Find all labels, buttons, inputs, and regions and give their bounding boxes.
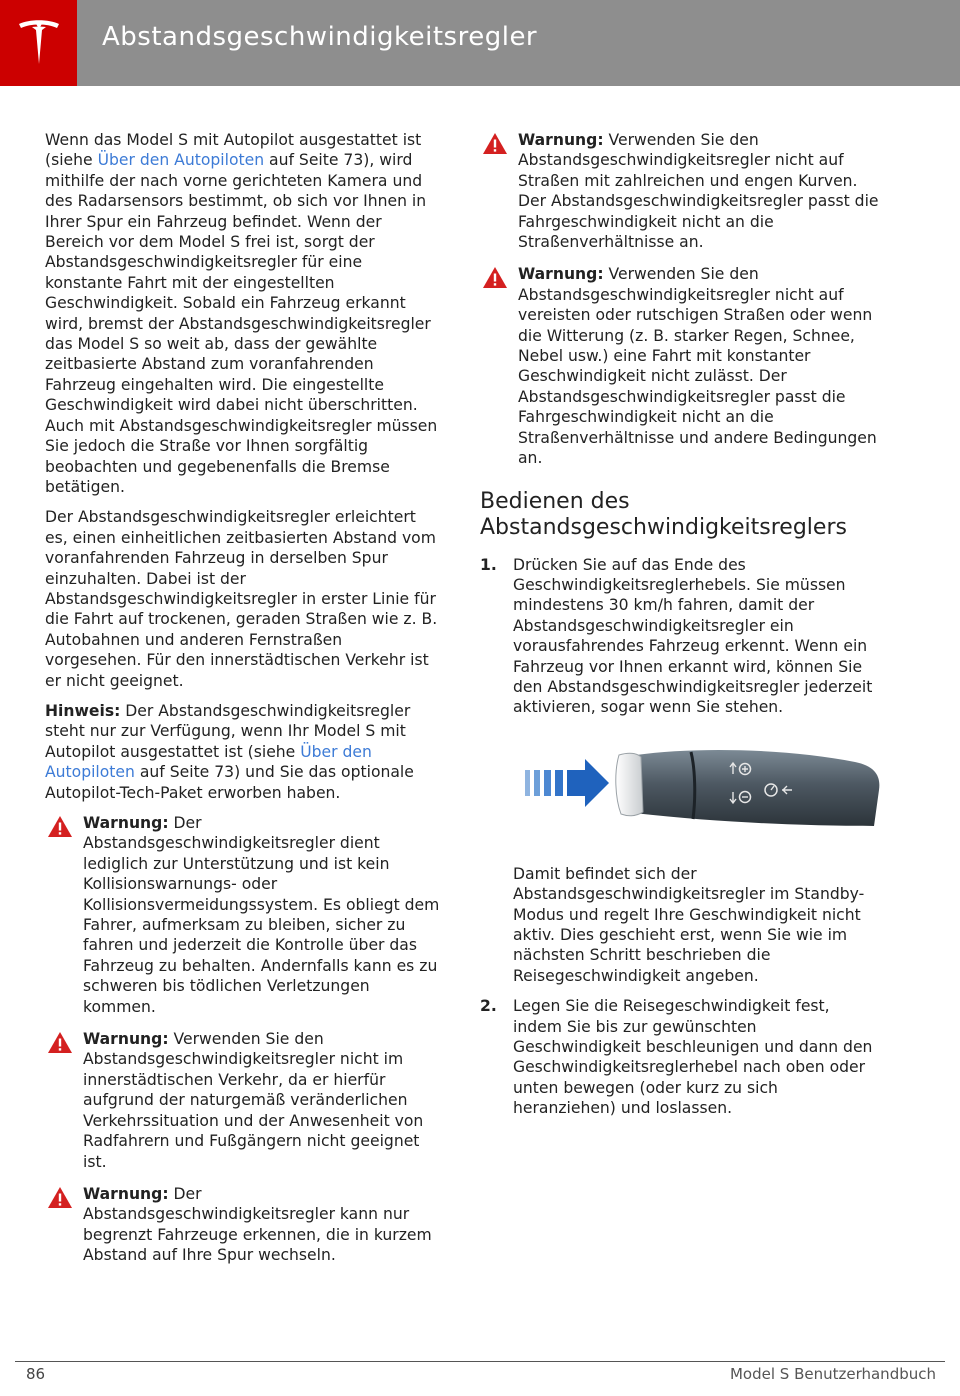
page-header: [0, 0, 960, 86]
warning-text: Verwenden Sie den Abstandsgeschwindigkeitsregler nicht im innerstädtischen Verkehr, da er hierfür aufgrund der naturgemäß veränderlichen Verkehrssituation und der Anwesenheit von Radfahrern und Fußgängern nicht geeignet ist.: [83, 1030, 424, 1171]
warning-triangle-icon: [47, 1186, 73, 1209]
warning-text: Verwenden Sie den Abstandsgeschwindigkeitsregler nicht auf Straßen mit zahlreichen und engen Kurven. Der Abstandsgeschwindigkeitsregler passt die Fahrgeschwindigkeit nicht an die Straßenverhältnisse an.: [518, 131, 879, 252]
autopilot-link-note[interactable]: Über den Autopiloten: [45, 742, 372, 782]
right-column: [480, 130, 880, 1129]
footer-divider: [15, 1361, 945, 1362]
warning-triangle-icon: [482, 132, 508, 155]
tesla-logo-icon: [17, 20, 61, 66]
note-text-end: auf Seite 73) und Sie das optionale Autopilot-Tech-Paket erworben haben.: [45, 763, 414, 802]
warning-text: Der Abstandsgeschwindigkeitsregler dient lediglich zur Unterstützung und ist kein Kollisionswarnungs- oder Kollisionsvermeidungssystem. Es obliegt dem Fahrer, aufmerksam zu bleiben, sicher zu fahren und jederzeit die Kontrolle über das Fahrzeug zu behalten. Andernfalls kann es zu schweren bis tödlichen Verletzungen kommen.: [83, 814, 440, 1016]
warning-label: Warnung:: [518, 131, 604, 149]
step-text: Drücken Sie auf das Ende des Geschwindigkeitsreglerhebels. Sie müssen mindestens 30 km/h fahren, damit der Abstandsgeschwindigkeitsregler ein vorausfahrendes Fahrzeug erkennt. Wenn ein Fahrzeug vor Ihnen erkannt wird, können Sie den Abstandsgeschwindigkeitsregler jederzeit aktivieren, sogar wenn Sie stehen.: [513, 555, 873, 717]
warning-block: [480, 130, 880, 252]
intro-paragraph: [45, 130, 440, 497]
tesla-logo: [0, 0, 77, 86]
page-number: 86: [26, 1365, 46, 1383]
warning-label: Warnung:: [83, 814, 169, 832]
warning-block: [45, 1184, 440, 1266]
warning-triangle-icon: [47, 1031, 73, 1054]
warning-label: Warnung:: [83, 1030, 169, 1049]
warning-triangle-icon: [482, 266, 508, 289]
warning-text: Verwenden Sie den Abstandsgeschwindigkeitsregler nicht auf vereisten oder rutschigen Straßen oder wenn die Witterung (z. B. starker Regen, Schnee, Nebel usw.) eine Fahrt mit konstanter Geschwindigkeit nicht zulässt. Der Abstandsgeschwindigkeitsregler passt die Fahrgeschwindigkeit nicht an die Straßenverhältnisse und andere Bedingungen an.: [518, 265, 877, 468]
note-text-start: Der Abstandsgeschwindigkeitsregler steht nur zur Verfügung, wenn Ihr Model S mit Autopilot ausgestattet ist (siehe: [45, 701, 411, 761]
autopilot-link[interactable]: Über den Autopiloten: [97, 151, 265, 170]
step-number: 1.: [480, 555, 497, 574]
step-item: [480, 555, 880, 987]
step-text: Legen Sie die Reisegeschwindigkeit fest, indem Sie bis zur gewünschten Geschwindigkeit beschleunigen und dann den Geschwindigkeitsreglerhebel nach oben oder unten bewegen (oder kurz zu sich heranziehen) und loslassen.: [513, 997, 873, 1118]
warning-label: Warnung:: [83, 1184, 169, 1203]
intro-text-end: auf Seite 73), wird mithilfe der nach vorne gerichteten Kamera und des Radarsensors bestimmt, ob sich vor Ihnen in Ihrer Spur ein Fahrzeug befindet. Wenn der Bereich vor dem Model S frei ist, sorgt der Abstandsgeschwindigkeitsregler für eine konstante Fahrt mit der eingestellten Geschwindigkeit. Sobald ein Fahrzeug erkannt wird, bremst der Abstandsgeschwindigkeitsregler das Model S so weit ab, dass der gewählte zeitbasierte Abstand zum voranfahrenden Fahrzeug eingehalten wird. Die eingestellte Geschwindigkeit wird dabei nicht überschritten. Auch mit Abstandsgeschwindigkeitsregler müssen Sie jedoch die Straße vor Ihnen sorgfältig beobachten und gegebenenfalls die Bremse betätigen.: [45, 151, 438, 496]
warning-triangle-icon: [47, 815, 73, 838]
note-label: Hinweis:: [45, 701, 121, 720]
section-heading: Bedienen des Abstandsgeschwindigkeitsreglers: [480, 488, 847, 540]
step-item: [480, 996, 880, 1118]
note-paragraph: [45, 701, 440, 803]
manual-name: Model S Benutzerhandbuch: [729, 1365, 936, 1383]
warning-text: Der Abstandsgeschwindigkeitsregler kann nur begrenzt Fahrzeuge erkennen, die in kurzem Abstand auf Ihre Spur wechseln.: [83, 1184, 432, 1265]
warning-block: [45, 1029, 440, 1172]
warning-label: Warnung:: [518, 265, 604, 284]
cruise-control-stalk-icon: [525, 740, 885, 840]
step-text-continued: Damit befindet sich der Abstandsgeschwindigkeitsregler im Standby-Modus und regelt Ihre Geschwindigkeit nicht aktiv. Dies geschieht erst, wenn Sie wie im nächsten Schritt beschrieben die Reisegeschwindigkeit angeben.: [513, 864, 865, 985]
step-number: 2.: [480, 997, 497, 1016]
intro-text-start: Wenn das Model S mit Autopilot ausgestattet ist (siehe: [45, 131, 422, 170]
warning-block: [480, 264, 880, 468]
warning-block: [45, 813, 440, 1017]
page-title: Abstandsgeschwindigkeitsregler: [102, 22, 538, 52]
usage-paragraph: Der Abstandsgeschwindigkeitsregler erleichtert es, einen einheitlichen zeitbasierten Abstand vom voranfahrenden Fahrzeug in derselben Spur einzuhalten. Dabei ist der Abstandsgeschwindigkeitsregler in erster Linie für die Fahrt auf trockenen, geraden Straßen wie z. B. Autobahnen und anderen Fernstraßen vorgesehen. Für den innerstädtischen Verkehr ist er nicht geeignet.: [45, 508, 438, 690]
left-column: [45, 130, 440, 1278]
